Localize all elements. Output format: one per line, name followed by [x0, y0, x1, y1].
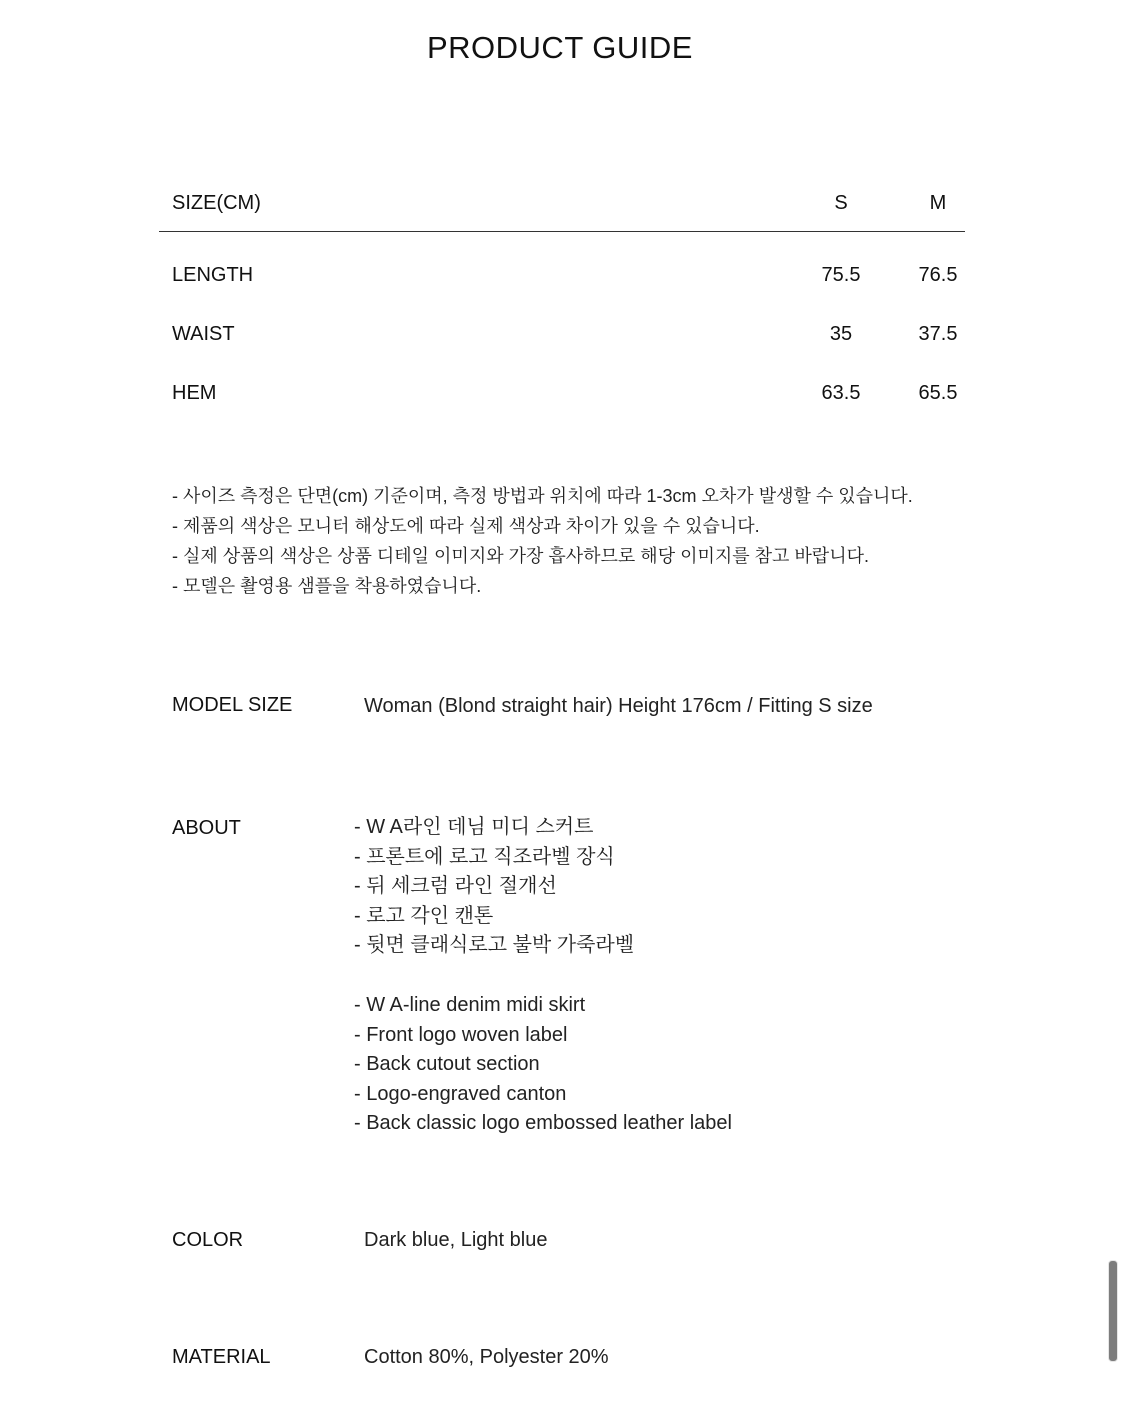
- row-value-s: 63.5: [821, 382, 861, 404]
- model-size-value: Woman (Blond straight hair) Height 176cm / Fitting S size: [364, 695, 873, 717]
- row-value-m: 65.5: [918, 382, 958, 404]
- about-list-english: [354, 991, 732, 1139]
- about-item: - W A라인 데님 미디 스커트: [354, 816, 594, 838]
- model-size-label: MODEL SIZE: [172, 694, 293, 716]
- size-notes: [172, 481, 913, 601]
- size-header-m: M: [929, 192, 947, 214]
- note-line: - 실제 상품의 색상은 상품 디테일 이미지와 가장 흡사하므로 해당 이미지를 참고 바랍니다.: [172, 546, 869, 566]
- note-line: - 모델은 촬영용 샘플을 착용하였습니다.: [172, 576, 482, 596]
- row-value-m: 76.5: [918, 264, 958, 286]
- row-label: LENGTH: [172, 264, 254, 286]
- color-label: COLOR: [172, 1229, 244, 1251]
- row-value-s: 75.5: [821, 264, 861, 286]
- about-label: ABOUT: [172, 817, 241, 839]
- about-list-korean: [354, 813, 634, 961]
- table-row: [159, 382, 965, 441]
- note-line: - 제품의 색상은 모니터 해상도에 따라 실제 색상과 차이가 있을 수 있습니다.: [172, 516, 760, 536]
- size-table-header: [159, 185, 965, 232]
- table-row: [159, 264, 965, 323]
- about-item: - 뒷면 클래식로고 불박 가죽라벨: [354, 934, 635, 956]
- about-item: - 로고 각인 캔톤: [354, 904, 494, 927]
- table-row: [159, 323, 965, 382]
- about-item: - 프론트에 로고 직조라벨 장식: [354, 845, 615, 868]
- material-value: Cotton 80%, Polyester 20%: [364, 1346, 609, 1368]
- about-item: - Back cutout section: [354, 1053, 540, 1075]
- color-value: Dark blue, Light blue: [364, 1229, 548, 1251]
- about-item: - 뒤 세크럼 라인 절개선: [354, 875, 557, 897]
- material-label: MATERIAL: [172, 1346, 271, 1368]
- about-item: - Front logo woven label: [354, 1023, 568, 1046]
- row-label: WAIST: [172, 323, 235, 345]
- size-header-label: SIZE(CM): [172, 192, 261, 214]
- row-value-m: 37.5: [918, 323, 958, 345]
- about-item: - W A-line denim midi skirt: [354, 994, 586, 1016]
- note-line: - 사이즈 측정은 단면(cm) 기준이며, 측정 방법과 위치에 따라 1-3cm 오차가 발생할 수 있습니다.: [172, 486, 913, 506]
- about-item: - Back classic logo embossed leather label: [354, 1112, 732, 1134]
- page-title: PRODUCT GUIDE: [426, 30, 693, 65]
- vertical-scrollbar[interactable]: [1108, 1260, 1118, 1362]
- row-label: HEM: [172, 382, 217, 404]
- row-value-s: 35: [829, 323, 853, 345]
- size-header-s: S: [834, 192, 848, 214]
- size-table: [159, 185, 965, 404]
- about-item: - Logo-engraved canton: [354, 1082, 567, 1105]
